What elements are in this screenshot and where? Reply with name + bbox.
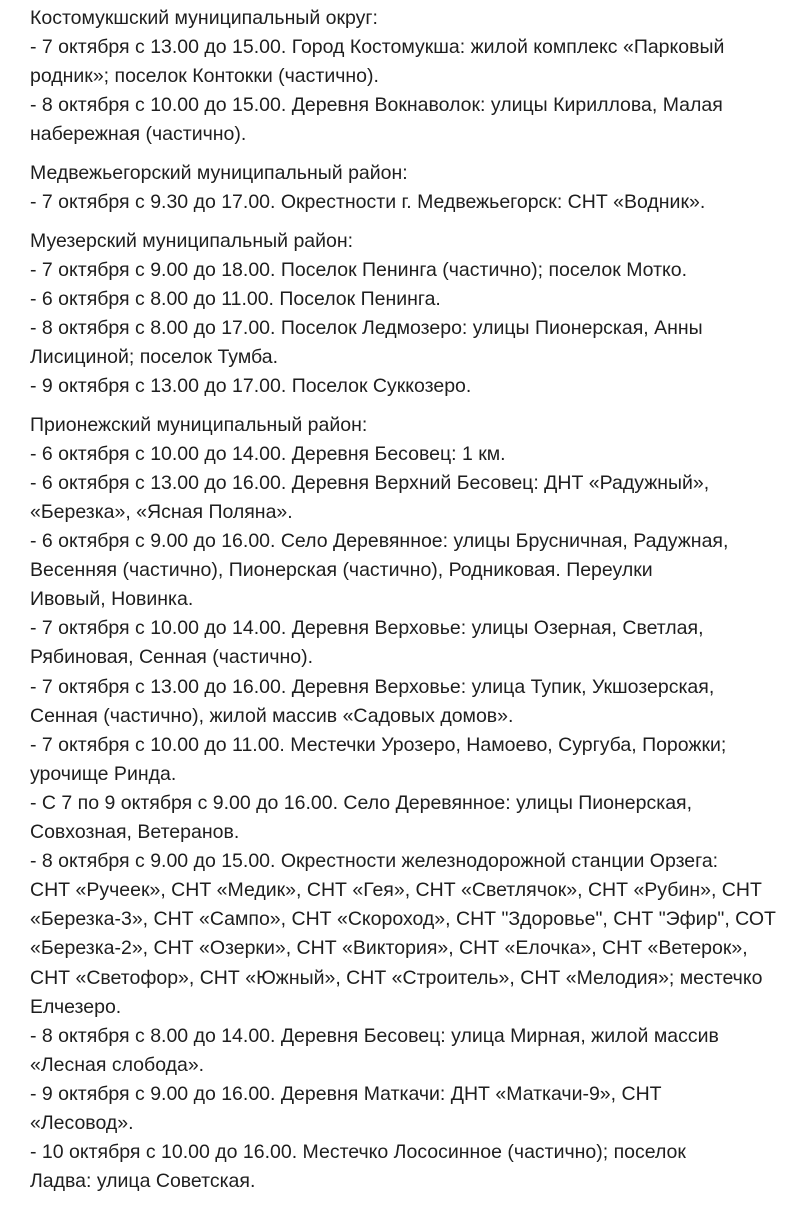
outage-entry-line: Рябиновая, Сенная (частично). [30,646,314,669]
outage-entry-line: - 7 октября с 13.00 до 16.00. Деревня Верховье: улица Тупик, Укшозерская, [30,675,715,698]
district-heading: Муезерский муниципальный район: [30,229,354,252]
district-section [30,4,775,149]
outage-entry [30,1138,775,1196]
outage-entry-line: Лисициной; поселок Тумба. [30,346,278,369]
outage-entry-line: - 8 октября с 8.00 до 17.00. Поселок Ледмозеро: улицы Пионерская, Анны [30,316,703,339]
outage-entry-line: «Березка-2», СНТ «Озерки», СНТ «Виктория», СНТ «Елочка», СНТ «Ветерок», [30,937,748,960]
outage-entry-line: «Березка», «Ясная Поляна». [30,501,293,523]
outage-entry-line: набережная (частично). [30,123,247,146]
outage-entry-line: «Лесовод». [30,1111,134,1134]
outage-entry-line: - 9 октября с 13.00 до 17.00. Поселок Суккозеро. [30,375,472,398]
outage-entry [30,527,775,614]
district-heading: Медвежьегорский муниципальный район: [30,161,408,184]
outage-entry-line: - 6 октября с 13.00 до 16.00. Деревня Верхний Бесовец: ДНТ «Радужный», [30,471,710,494]
outage-entry-line: - С 7 по 9 октября с 9.00 до 16.00. Село Деревянное: улицы Пионерская, [30,791,693,814]
outage-entry-line: «Лесная слобода». [30,1053,205,1076]
outage-entry-line: - 10 октября с 10.00 до 16.00. Местечко Лососинное (частично); поселок [30,1141,686,1164]
outage-entry [30,314,775,372]
outage-entry [30,847,775,1022]
outage-entry-line: Ладва: улица Советская. [30,1170,256,1193]
outage-entry [30,789,775,847]
outage-entry [30,1080,775,1138]
district-heading: Прионежский муниципальный район: [30,413,368,436]
outage-entry-line: - 7 октября с 10.00 до 14.00. Деревня Верховье: улицы Озерная, Светлая, [30,617,704,640]
outage-entry [30,673,775,731]
outage-entry-line: - 8 октября с 8.00 до 14.00. Деревня Бесовец: улица Мирная, жилой массив [30,1024,719,1047]
outage-entry [30,1022,775,1080]
outage-entry-line: - 8 октября с 10.00 до 15.00. Деревня Вокнаволок: улицы Кириллова, Малая [30,94,723,117]
district-section [30,159,775,217]
district-section [30,227,775,402]
outage-entry [30,372,775,401]
outage-entry-line: Совхозная, Ветеранов. [30,821,240,844]
outage-entry-line: - 8 октября с 9.00 до 15.00. Окрестности железнодорожной станции Орзега: [30,850,719,873]
outage-entry [30,469,775,527]
outage-entry-line: - 7 октября с 9.00 до 18.00. Поселок Пенинга (частично); поселок Мотко. [30,258,688,281]
outage-entry-line: - 6 октября с 8.00 до 11.00. Поселок Пенинга. [30,287,441,310]
outage-entry-line: - 6 октября с 10.00 до 14.00. Деревня Бесовец: 1 км. [30,442,506,465]
outage-entry-line: родник»; поселок Контокки (частично). [30,65,379,88]
outage-entry-line: СНТ «Ручеек», СНТ «Медик», СНТ «Гея», СНТ «Светлячок», СНТ «Рубин», СНТ [30,879,762,902]
outage-entry-line: Елчезеро. [30,995,122,1018]
outage-entry [30,614,775,672]
outage-entry [30,91,775,149]
outage-entry-line: Сенная (частично), жилой массив «Садовых домов». [30,704,514,727]
district-heading: Костомукшский муниципальный округ: [30,7,378,29]
outage-entry-line: Ивовый, Новинка. [30,588,194,611]
outage-entry [30,256,775,285]
outage-entry-line: - 9 октября с 9.00 до 16.00. Деревня Маткачи: ДНТ «Маткачи-9», СНТ [30,1082,662,1105]
outage-entry [30,188,775,217]
outage-entry-line: урочище Ринда. [30,762,177,785]
outage-schedule-document [30,4,775,1206]
outage-entry-line: СНТ «Светофор», СНТ «Южный», СНТ «Строитель», СНТ «Мелодия»; местечко [30,966,763,989]
outage-entry [30,440,775,469]
outage-entry-line: - 7 октября с 13.00 до 15.00. Город Костомукша: жилой комплекс «Парковый [30,36,725,59]
outage-entry-line: - 6 октября с 9.00 до 16.00. Село Деревянное: улицы Брусничная, Радужная, [30,530,729,553]
outage-entry-line: «Березка-3», СНТ «Сампо», СНТ «Скороход», СНТ "Здоровье", СНТ "Эфир", СОТ [30,908,776,931]
outage-entry [30,33,775,91]
outage-entry [30,285,775,314]
outage-entry-line: - 7 октября с 9.30 до 17.00. Окрестности г. Медвежьегорск: СНТ «Водник». [30,191,706,214]
outage-entry [30,731,775,789]
outage-entry-line: - 7 октября с 10.00 до 11.00. Местечки Урозеро, Намоево, Сургуба, Порожки; [30,733,727,756]
outage-entry-line: Весенняя (частично), Пионерская (частично), Родниковая. Переулки [30,559,653,582]
district-section [30,411,775,1197]
